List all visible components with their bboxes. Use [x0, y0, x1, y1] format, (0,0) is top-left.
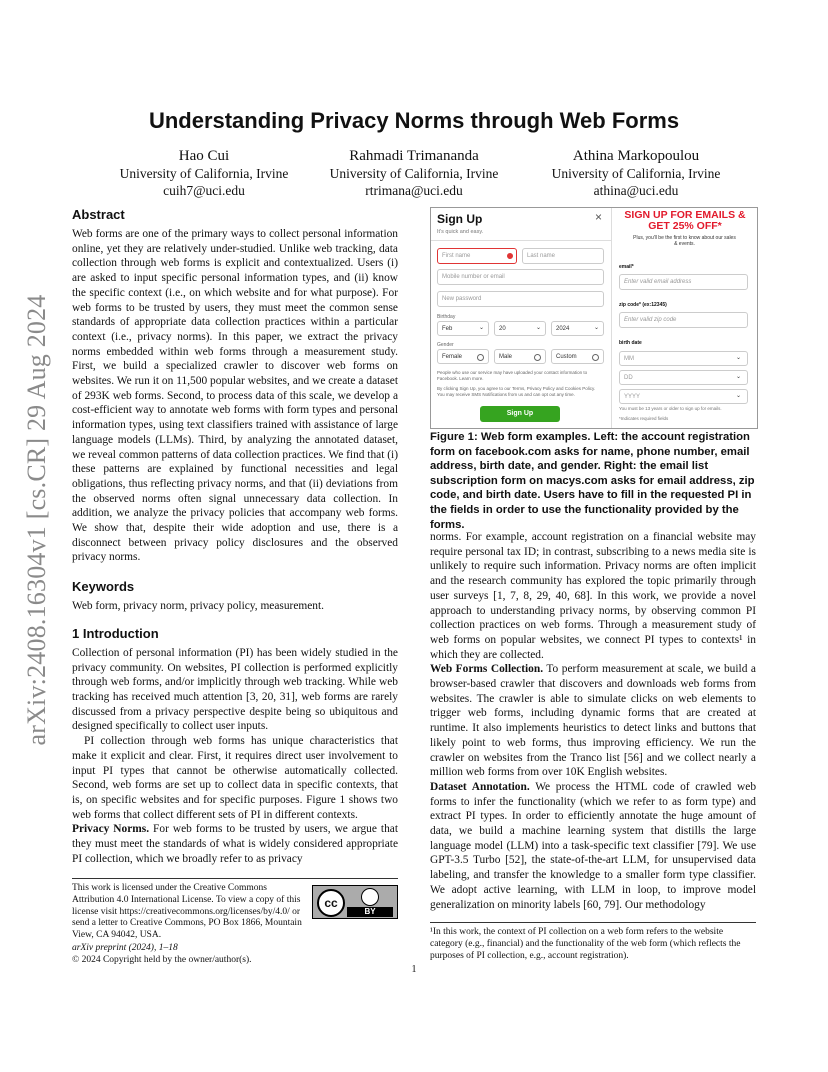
- author-name: Hao Cui: [178, 148, 230, 164]
- close-icon[interactable]: ×: [595, 210, 603, 224]
- age-note: You must be 13 years or older to sign up for emails.: [619, 406, 722, 411]
- birth-day-value: 20: [499, 326, 506, 332]
- author-name: Rahmadi Trimananda: [349, 148, 479, 164]
- gender-option-label: Custom: [556, 354, 577, 360]
- author-affiliation: University of California, Irvine: [119, 166, 289, 181]
- fb-subtitle: It's quick and easy.: [437, 229, 484, 235]
- chevron-down-icon: ⌄: [735, 374, 741, 380]
- birth-month-value: Feb: [442, 326, 453, 332]
- required-note: *Indicates required fields: [619, 416, 669, 421]
- dataset-annotation-text: We process the HTML code of crawled web forms to infer the functionality (which we refer to as form type) and extract PI types. In order to efficiently annotate the huge amount of data, we build a machine learning system that distills the large language model (LLM) into a task-specific text classifier [79]. We use GPT-3.5 Turbo [52], the state-of-the-art LLM, for unsupervised data labeling, and transfer the knowledge to a smaller form type classifier. We adopt active learning, with LLM in loop, to improve model generalization on minority labels [60, 79]. Our methodology: [430, 780, 757, 911]
- arxiv-sidebar-stamp: [22, 285, 52, 755]
- birth-day-select[interactable]: [619, 370, 748, 385]
- intro-heading: 1 Introduction: [72, 625, 159, 641]
- facebook-signup-form: [431, 208, 612, 428]
- chevron-down-icon: ⌄: [593, 325, 599, 331]
- privacy-norms-lead: Privacy Norms.: [72, 823, 150, 836]
- sign-up-button[interactable]: Sign Up: [480, 406, 560, 422]
- license-text: This work is licensed under the Creative Commons Attribution 4.0 International License. To view a copy of this license visit https://creativecommons.org/licenses/by/4.0/ or send a letter to Creative Commons, PO Box 1866, Mountain View, CA 94042, USA.: [72, 883, 302, 941]
- dd-value: DD: [624, 375, 633, 381]
- abstract-heading: Abstract: [72, 207, 125, 222]
- by-label: BY: [347, 907, 393, 917]
- birthday-label: Birthday: [437, 314, 456, 320]
- gender-female-radio[interactable]: [437, 349, 489, 364]
- gender-male-radio[interactable]: [494, 349, 546, 364]
- zip-label: zip code* (ex:12345): [619, 302, 667, 308]
- mobile-email-field[interactable]: Mobile number or email: [437, 269, 604, 285]
- author-name: Athina Markopoulou: [572, 148, 700, 164]
- password-field[interactable]: New password: [437, 291, 604, 307]
- person-icon: [361, 888, 379, 906]
- copyright-note: © 2024 Copyright held by the owner/author(s).: [72, 954, 252, 965]
- birth-year-value: 2024: [556, 326, 570, 332]
- birth-year-select[interactable]: [551, 321, 604, 336]
- intro-paragraph-3: [72, 822, 398, 866]
- intro-paragraph-1: Collection of personal information (PI) has been widely studied in the privacy community. On websites, PI collection is performed explicitly through web forms, and/or implicitly through web tracking. While web tracking has received much attention [3, 20, 31], web forms are rarely discussed from a privacy perspective despite being so ubiquitous and designed specifically to collect user inputs.: [72, 646, 398, 733]
- intro-paragraph-2: PI collection through web forms has unique characteristics that make it explicit and clear. First, it requires direct user involvement to input PI types that cannot be otherwise automatically collected. Second, web forms are set up to collect data in specific contexts, that is, on specific websites and for specific purposes. Figure 1 shows two web forms that collect different sets of PI in different contexts.: [72, 735, 398, 821]
- author-2: [304, 148, 524, 199]
- left-column: [72, 207, 398, 866]
- web-forms-collection-lead: Web Forms Collection.: [430, 663, 544, 676]
- footnote-1: ¹In this work, the context of PI collection on a web form refers to the website category (e.g., financial) and the functionality of the web form (which reflects the purposes of PI collection, e.g., account registration).: [430, 927, 741, 961]
- gender-custom-radio[interactable]: [551, 349, 604, 364]
- paper-title: Understanding Privacy Norms through Web Forms: [148, 108, 680, 133]
- birth-month-select[interactable]: [437, 321, 489, 336]
- error-icon: [507, 253, 513, 259]
- macys-subtitle: Plus, you'll be the first to know about our sales & events.: [633, 235, 736, 247]
- chevron-down-icon: ⌄: [735, 355, 741, 361]
- email-field[interactable]: Enter valid email address: [619, 274, 748, 290]
- author-affiliation: University of California, Irvine: [329, 166, 499, 181]
- dataset-annotation-paragraph: [430, 780, 756, 912]
- birth-year-select[interactable]: [619, 389, 748, 404]
- abstract-body: Web forms are one of the primary ways to collect personal information online, yet they are relatively under-studied. Unlike web tracking, data collection through web forms is explicit and contextualized. Users (i) are asked to input specific personal information types, and (ii) know the specific context (i.e., on which website and for what purpose). For web forms to be trusted by users, they must meet the common sense standards of appropriate data collection practices within a particular context (i.e., privacy norms). In this paper, we extract the privacy norms embedded within web forms through a measurement study. First, we build a specialized crawler to discover web forms on websites. We run it on 11,500 popular websites, and we create a dataset of 293K web forms. Second, to process data of this scale, we develop a cost-efficient way to annotate web forms with form types and personal information types, using text classifiers trained with assistance of large language models (LLMs). Third, by analyzing the annotated dataset, we reveal common patterns of data collection practices. We find that (i) these patterns are explained by functional necessities and legal obligations, thus reflecting privacy norms, and that (ii) deviations from the observed norms often signal unnecessary data collection. In addition, we analyze the privacy policies that accompany web forms. We show that, despite their wide adoption and use, there is a disconnect between privacy policy disclosures and the observed privacy norms.: [72, 228, 398, 564]
- gender-label: Gender: [437, 342, 454, 348]
- web-forms-collection-text: To perform measurement at scale, we build a browser-based crawler that discovers and downloads web forms from websites. The crawler is able to simulate clicks on web elements to trigger web forms, including dynamic forms that are created at runtime. It also implements heuristics to detect links and buttons that likely point to web forms, thus improving efficiency. We run the crawler on websites from the Tranco list [56] and we collect nearly a million web forms from over 10K English websites.: [430, 663, 756, 779]
- author-1: [94, 148, 314, 199]
- cc-by-badge: [312, 885, 398, 919]
- macys-headline: SIGN UP FOR EMAILS & GET 25% OFF*: [624, 209, 746, 232]
- author-3: [526, 148, 746, 199]
- right-column: [430, 530, 756, 912]
- author-email: athina@uci.edu: [593, 183, 679, 198]
- zip-field[interactable]: Enter valid zip code: [619, 312, 748, 328]
- license-block: [72, 878, 398, 967]
- footnote-block: [430, 922, 756, 962]
- privacy-norms-text: For web forms to be trusted by users, we argue that they must meet the standards of what is widely considered appropriate PI collection, which we broadly refer to as privacy: [72, 823, 398, 865]
- last-name-field[interactable]: Last name: [522, 248, 604, 264]
- author-email: cuih7@uci.edu: [163, 183, 245, 198]
- author-email: rtrimana@uci.edu: [365, 183, 463, 198]
- gender-option-label: Male: [499, 354, 513, 360]
- fb-contact-note: People who use our service may have uploaded your contact information to Facebook. Learn more.: [437, 370, 588, 381]
- figure-caption: Figure 1: Web form examples. Left: the account registration form on facebook.com asks for name, phone number, email address, birth date, and gender. Right: the email list subscription form on macys.com asks for email address, zip code, and birth date. Users have to fill in the requested PI in the fields in order to use the functionality provided by the forms.: [430, 431, 755, 531]
- radio-icon: [534, 354, 541, 361]
- gender-option-label: Female: [442, 354, 463, 360]
- dataset-annotation-lead: Dataset Annotation.: [430, 780, 530, 793]
- birth-day-select[interactable]: [494, 321, 546, 336]
- preprint-note: arXiv preprint (2024), 1–18: [72, 942, 178, 953]
- keywords-heading: Keywords: [72, 579, 135, 595]
- radio-icon: [592, 354, 599, 361]
- chevron-down-icon: ⌄: [478, 325, 484, 331]
- birth-month-select[interactable]: [619, 351, 748, 366]
- page-number: 1: [411, 964, 417, 975]
- divider: [431, 240, 611, 241]
- figure-1: [430, 207, 758, 429]
- macys-email-signup-form: [612, 208, 757, 428]
- radio-icon: [477, 354, 484, 361]
- email-label: email*: [619, 264, 634, 270]
- first-name-field[interactable]: First name: [437, 248, 517, 264]
- cc-icon: cc: [317, 889, 345, 917]
- fb-title: Sign Up: [437, 212, 483, 226]
- chevron-down-icon: ⌄: [535, 325, 541, 331]
- web-forms-collection-paragraph: [430, 662, 756, 780]
- mm-value: MM: [624, 356, 634, 362]
- right-paragraph-1: norms. For example, account registration on a financial website may require personal tax ID; in contrast, subscribing to a news media site is unlikely to require such information. Privacy norms are often implicit and the research community has explored the topic primarily through user surveys [1, 7, 8, 29, 40, 68]. In this work, we provide a novel approach to understanding privacy norms, by observing common PI collection practices on web forms. Through a measurement study of web forms on popular websites, we connect PI types to contexts¹ in which they are collected.: [430, 531, 756, 661]
- fb-terms-note: By clicking Sign Up, you agree to our Terms, Privacy Policy and Cookies Policy. You may receive SMS Notifications from us and can opt out any time.: [437, 386, 596, 397]
- keywords-body: Web form, privacy norm, privacy policy, measurement.: [72, 600, 325, 613]
- author-affiliation: University of California, Irvine: [551, 166, 721, 181]
- birth-date-label: birth date: [619, 340, 642, 346]
- arxiv-id: arXiv:2408.16304v1 [cs.CR] 29 Aug 2024: [22, 294, 51, 746]
- chevron-down-icon: ⌄: [735, 393, 741, 399]
- yyyy-value: YYYY: [624, 394, 641, 400]
